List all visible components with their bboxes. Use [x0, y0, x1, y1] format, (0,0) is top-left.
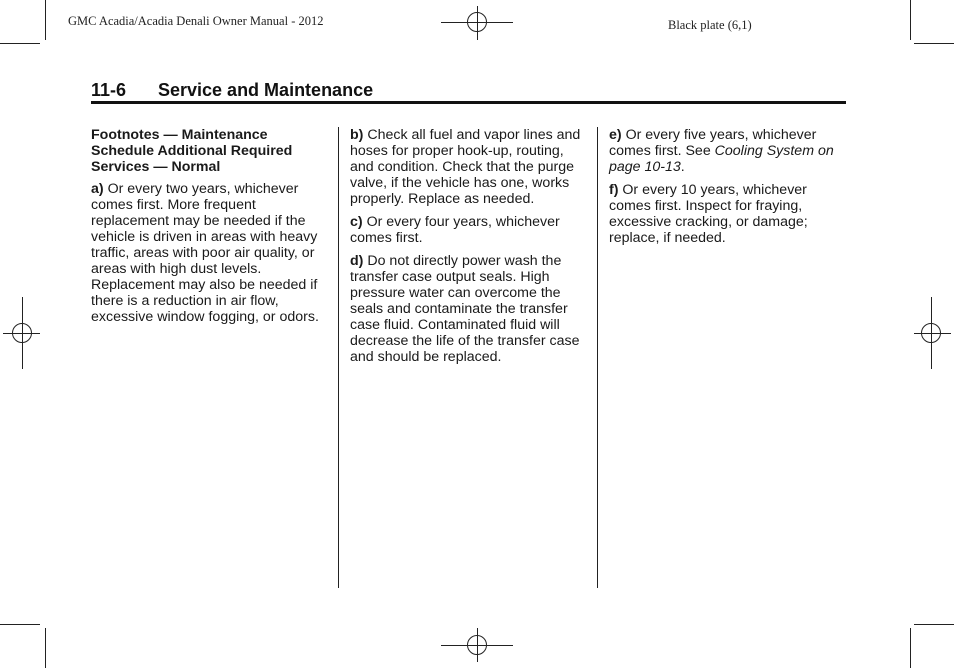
footnote-c	[350, 214, 586, 246]
section-title: Service and Maintenance	[158, 80, 374, 100]
footnote-label: b)	[350, 127, 364, 143]
crop-mark	[45, 628, 46, 668]
column-1	[91, 127, 329, 332]
footnote-label: c)	[350, 214, 363, 230]
column-2	[350, 127, 586, 372]
footnote-e	[609, 127, 845, 175]
column-divider	[597, 127, 598, 588]
crop-mark	[914, 624, 954, 625]
crop-mark	[910, 0, 911, 40]
cross-reference-link[interactable]: Cooling System on page 10-13	[609, 143, 834, 175]
footnote-label: a)	[91, 181, 104, 197]
footnote-label: f)	[609, 182, 619, 198]
footnote-text-end: .	[680, 159, 685, 175]
print-header-left: GMC Acadia/Acadia Denali Owner Manual - 2012	[68, 14, 324, 28]
footnote-text: Or every two years, whichever comes first. More frequent replacement may be needed if the vehicle is driven in areas with heavy traffic, areas with poor air quality, or areas with high dust levels. Replacement may also be needed if there is a reduction in air flow, excessive window fogging, or odors.	[91, 181, 319, 325]
footnote-a	[91, 181, 329, 325]
footnote-b	[350, 127, 586, 207]
footnote-text: Or every 10 years, whichever comes first. Inspect for fraying, excessive cracking, or damage; replace, if needed.	[609, 182, 808, 246]
footnote-d	[350, 253, 586, 365]
crop-mark	[910, 628, 911, 668]
section-header	[91, 80, 846, 102]
section-rule	[91, 101, 846, 104]
footnote-text: Do not directly power wash the transfer case output seals. High pressure water can overcome the seals and contaminate the transfer case fluid. Contaminated fluid will decrease the life of the transfer case and should be replaced.	[350, 253, 580, 365]
footnote-f	[609, 182, 845, 246]
crop-mark	[0, 624, 40, 625]
footnote-label: d)	[350, 253, 364, 269]
crop-mark	[45, 0, 46, 40]
footnote-text: Or every five years, whichever comes first. See	[609, 127, 817, 159]
crop-mark	[0, 43, 40, 44]
footnote-text: Or every four years, whichever comes first.	[350, 214, 560, 246]
footnote-label: e)	[609, 127, 622, 143]
footnotes-heading: Footnotes — Maintenance Schedule Additional Required Services — Normal	[91, 127, 293, 175]
column-3	[609, 127, 845, 253]
crop-mark	[914, 43, 954, 44]
print-header-right: Black plate (6,1)	[668, 18, 752, 32]
section-number: 11-6	[91, 80, 127, 100]
column-divider	[338, 127, 339, 588]
footnote-text: Check all fuel and vapor lines and hoses for proper hook-up, routing, and condition. Check that the purge valve, if the vehicle has one, works properly. Replace as needed.	[350, 127, 581, 207]
